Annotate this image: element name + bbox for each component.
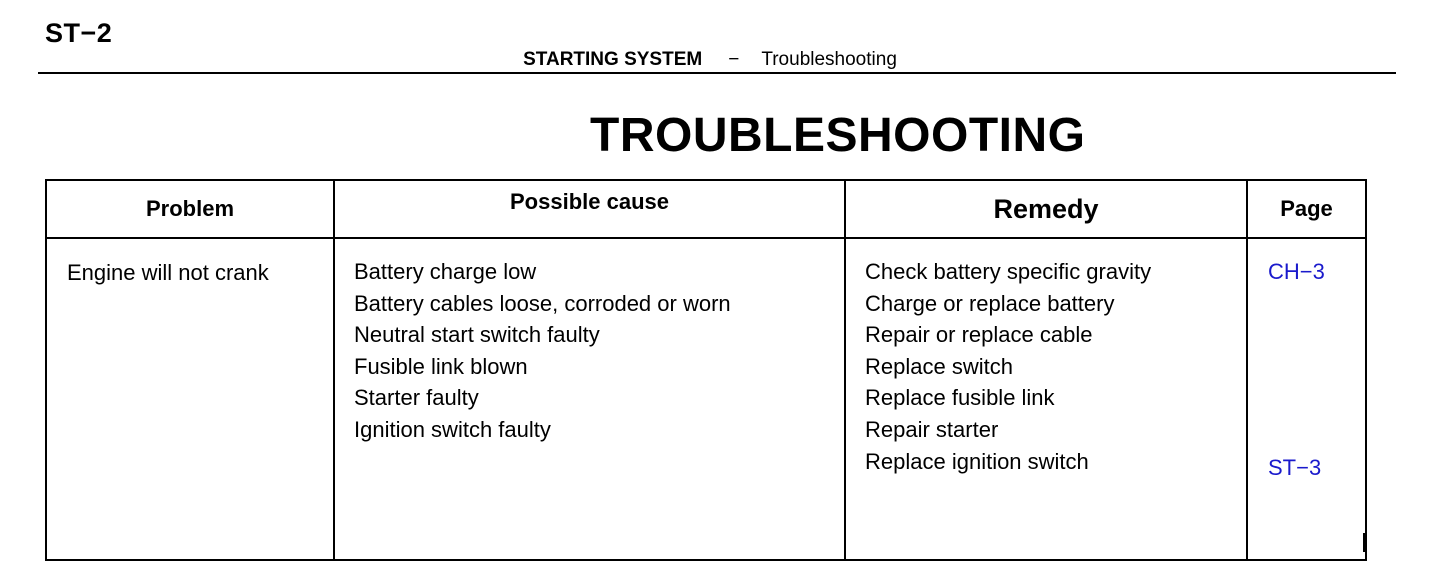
column-header-possible-cause: Possible cause xyxy=(334,180,845,238)
header-separator: − xyxy=(728,49,740,70)
page-title: TROUBLESHOOTING xyxy=(590,109,1086,162)
page-link-ch-3[interactable]: CH−3 xyxy=(1268,259,1325,284)
column-header-remedy: Remedy xyxy=(845,180,1247,238)
page-code: ST−2 xyxy=(45,18,113,48)
header-rule xyxy=(38,72,1396,74)
running-header xyxy=(0,49,1420,71)
remedy-item: Check battery specific gravity xyxy=(865,259,1152,284)
remedy-item: Replace fusible link xyxy=(865,385,1055,411)
column-divider xyxy=(844,533,846,552)
remedy-cell xyxy=(845,238,1247,560)
remedy-item: Repair starter xyxy=(865,416,999,442)
cause-item: Ignition switch faulty xyxy=(354,416,551,442)
section-name: STARTING SYSTEM xyxy=(523,49,703,70)
troubleshooting-table xyxy=(45,179,1367,561)
remedy-item: Charge or replace battery xyxy=(865,290,1115,316)
remedy-item: Replace switch xyxy=(865,353,1013,379)
cause-item: Battery cables loose, corroded or worn xyxy=(354,290,731,316)
cause-item: Fusible link blown xyxy=(354,353,528,379)
table-header-row xyxy=(46,180,1366,238)
cause-item: Neutral start switch faulty xyxy=(354,322,600,348)
problem-text: Engine will not crank xyxy=(67,260,269,285)
column-header-page: Page xyxy=(1247,180,1366,238)
remedy-item: Replace ignition switch xyxy=(865,448,1089,474)
remedy-item: Repair or replace cable xyxy=(865,322,1093,348)
cause-item: Starter faulty xyxy=(354,385,479,411)
page-cell xyxy=(1247,238,1366,560)
table-row xyxy=(46,238,1366,560)
next-row-start xyxy=(45,533,1365,552)
column-header-problem: Problem xyxy=(46,180,334,238)
subsection-name: Troubleshooting xyxy=(761,49,897,70)
page-link-st-3[interactable]: ST−3 xyxy=(1268,455,1322,480)
possible-cause-cell xyxy=(334,238,845,560)
column-divider xyxy=(1246,533,1248,552)
cause-item: Battery charge low xyxy=(354,259,537,284)
column-divider xyxy=(333,533,335,552)
problem-cell xyxy=(46,238,334,560)
